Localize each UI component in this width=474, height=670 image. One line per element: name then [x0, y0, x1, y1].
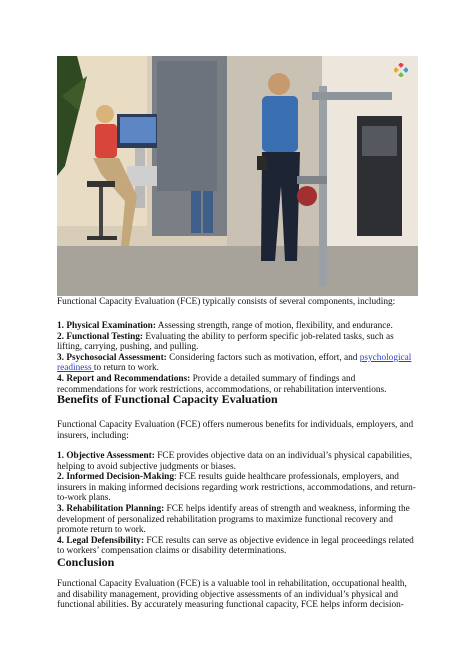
item-text: Assessing strength, range of motion, flexibility, and endurance. — [155, 321, 393, 331]
item-title: 2. Functional Testing: — [57, 331, 144, 342]
item-text: FCE helps identify areas of strength and weakness, informing the development of personalized rehabilitation programs to maximize functional recovery and promote return to work. — [57, 503, 410, 536]
item-title: 2. Informed Decision-Making — [57, 472, 174, 483]
list-item — [57, 472, 417, 504]
components-list — [57, 321, 417, 395]
list-item — [57, 332, 417, 353]
item-text: FCE provides objective data on an individual’s physical capabilities, helping to avoid subjective judgments or biases. — [57, 451, 413, 472]
list-item — [57, 536, 417, 557]
item-text: to return to work. — [93, 363, 159, 374]
list-item — [57, 321, 417, 332]
psychological-readiness-link[interactable]: psychological readiness — [57, 352, 412, 374]
item-title: 4. Legal Defensibility: — [57, 535, 145, 546]
brand-logo-icon — [394, 63, 408, 77]
item-title: 4. Report and Recommendations: — [57, 373, 191, 384]
fce-lab-photo — [57, 56, 418, 296]
photo-caption: Functional Capacity Evaluation (FCE) typically consists of several components, including: — [57, 297, 396, 307]
item-text: FCE results can serve as objective evidence in legal proceedings related to workers’ compensation claims or disability determinations. — [57, 535, 414, 557]
conclusion-heading: Conclusion — [57, 555, 115, 569]
list-item — [57, 353, 417, 374]
item-title: 1. Physical Examination: — [57, 321, 156, 331]
benefits-list — [57, 451, 417, 557]
benefits-heading: Benefits of Functional Capacity Evaluation — [57, 392, 278, 406]
item-text: Provide a detailed summary of findings and recommendations for work restrictions, accommodations, or rehabilitation interventions. — [57, 373, 387, 395]
item-title: 3. Psychosocial Assessment: — [57, 352, 167, 363]
benefits-intro: Functional Capacity Evaluation (FCE) offers numerous benefits for individuals, employers, and insurers, including: — [57, 420, 414, 441]
list-item — [57, 451, 417, 472]
list-item — [57, 504, 417, 536]
item-text: Evaluating the ability to perform specific job-related tasks, such as lifting, carrying, pushing, and pulling. — [57, 331, 394, 353]
item-text: : FCE results guide healthcare professionals, employers, and insurers in making informed decisions regarding work restrictions, accommodations, and return-to-work plans. — [57, 472, 416, 504]
photo-illustration — [57, 56, 418, 296]
item-title: 3. Rehabilitation Planning: — [57, 503, 165, 514]
item-title: 1. Objective Assessment: — [57, 451, 155, 461]
conclusion-paragraph: Functional Capacity Evaluation (FCE) is a valuable tool in rehabilitation, occupational health, and disability management, providing objective assessments of an individual’s physical and functional abilities. By accurately measuring functional capacity, FCE helps inform decision- — [57, 579, 407, 611]
item-text: Considering factors such as motivation, effort, and — [166, 352, 360, 363]
